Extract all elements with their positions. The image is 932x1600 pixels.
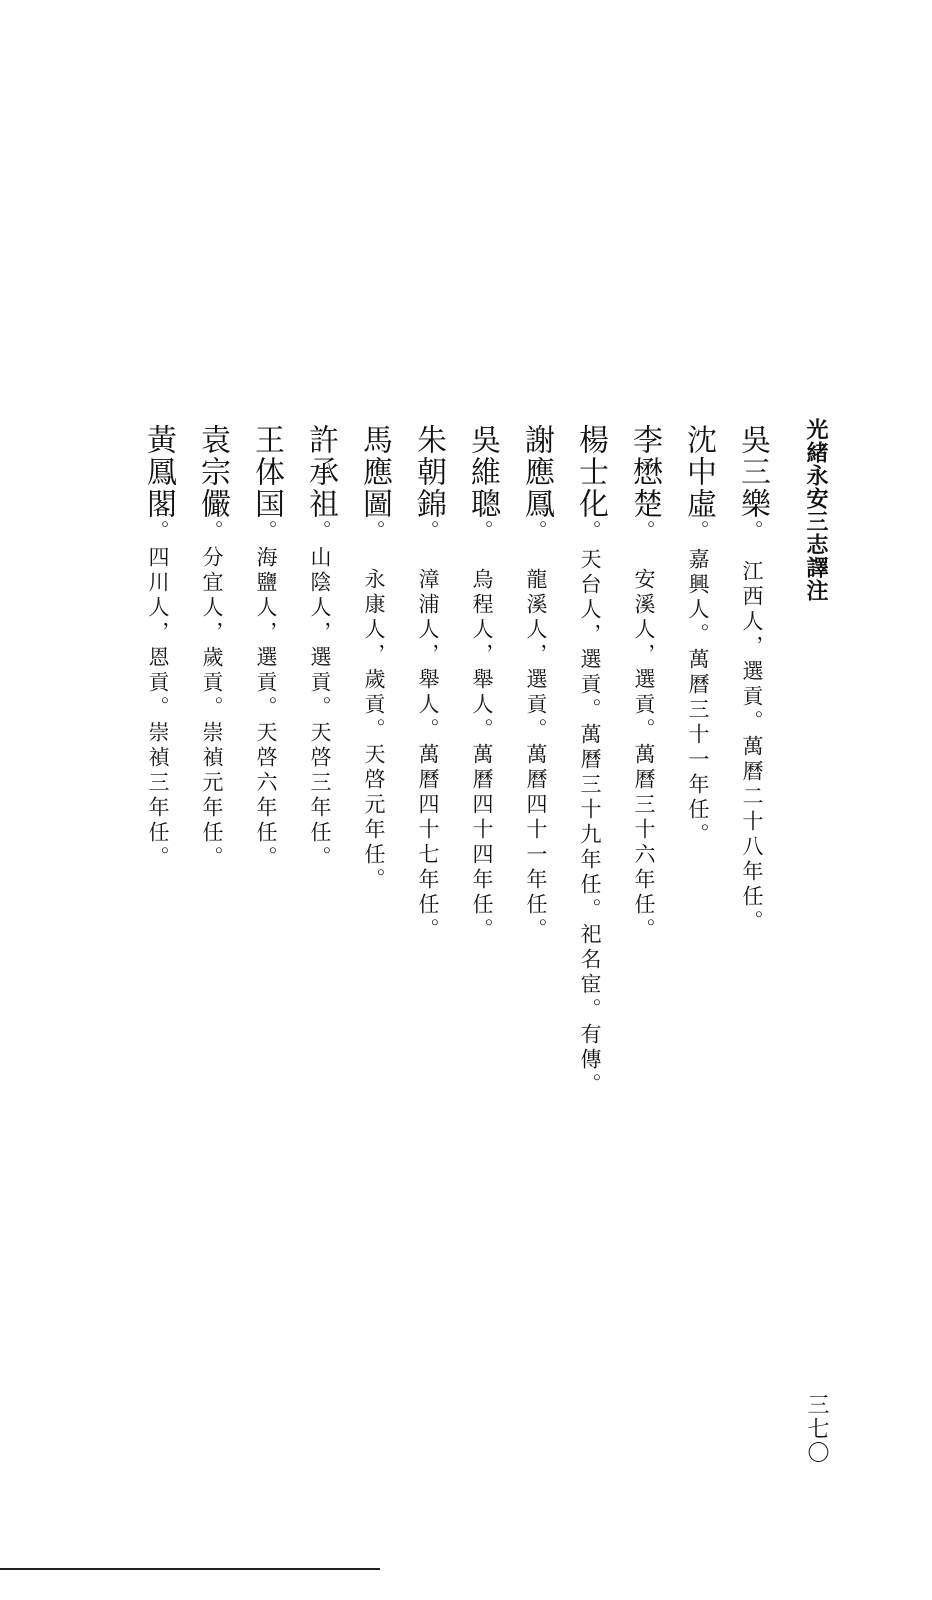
entry-details: 永康人，歲貢。天啓元年任。 xyxy=(362,568,386,893)
entry-details: 天台人，選貢。萬曆三十九年任。祀名宦。有傳。 xyxy=(578,548,602,1098)
entry-mark: 。 xyxy=(686,520,710,540)
entry-name: 吳三樂 xyxy=(735,424,770,520)
entry-details: 龍溪人，選貢。萬曆四十一年任。 xyxy=(524,568,548,943)
page-number: 三七〇 xyxy=(804,1393,829,1465)
entry-details: 安溪人，選貢。萬曆三十六年任。 xyxy=(632,568,656,943)
entry-mark: 。 xyxy=(200,520,224,540)
entry-4 xyxy=(573,424,608,1098)
entry-name: 楊士化 xyxy=(573,424,608,520)
entry-name: 朱朝錦 xyxy=(411,424,446,520)
bottom-edge-rule xyxy=(0,1568,380,1570)
entry-10 xyxy=(249,424,284,871)
entry-mark: 。 xyxy=(416,520,440,540)
entry-7 xyxy=(411,424,446,943)
entry-mark: 。 xyxy=(362,520,386,540)
entry-name: 李懋楚 xyxy=(627,424,662,520)
entry-1 xyxy=(735,424,770,935)
entry-11 xyxy=(195,424,230,871)
entry-12 xyxy=(141,424,176,871)
entry-mark: 。 xyxy=(146,520,170,540)
entry-5 xyxy=(519,424,554,943)
entry-name: 王体国 xyxy=(249,424,284,520)
entry-6 xyxy=(465,424,500,943)
entry-name: 馬應圖 xyxy=(357,424,392,520)
entry-mark: 。 xyxy=(308,520,332,540)
entry-9 xyxy=(303,424,338,871)
entry-mark: 。 xyxy=(632,520,656,540)
entry-details: 海鹽人，選貢。天啓六年任。 xyxy=(254,546,278,871)
entry-3 xyxy=(627,424,662,943)
entry-name: 黃鳳閣 xyxy=(141,424,176,520)
entry-mark: 。 xyxy=(254,520,278,540)
entry-details: 江西人，選貢。萬曆二十八年任。 xyxy=(740,560,764,935)
entry-name: 吳維聰 xyxy=(465,424,500,520)
entry-name: 沈中虛 xyxy=(681,424,716,520)
entry-mark: 。 xyxy=(524,520,548,540)
running-header: 光緒永安三志譯注 xyxy=(803,418,829,602)
entry-details: 分宜人，歲貢。崇禎元年任。 xyxy=(200,546,224,871)
entry-mark: 。 xyxy=(470,520,494,540)
entry-name: 袁宗儼 xyxy=(195,424,230,520)
entry-name: 許承祖 xyxy=(303,424,338,520)
entry-details: 嘉興人。萬曆三十一年任。 xyxy=(686,548,710,848)
entry-name: 謝應鳳 xyxy=(519,424,554,520)
entry-details: 漳浦人，舉人。萬曆四十七年任。 xyxy=(416,568,440,943)
entry-details: 四川人，恩貢。崇禎三年任。 xyxy=(146,546,170,871)
entry-mark: 。 xyxy=(740,520,764,540)
entry-details: 烏程人，舉人。萬曆四十四年任。 xyxy=(470,568,494,943)
entry-mark: 。 xyxy=(578,520,602,540)
entry-details: 山陰人，選貢。天啓三年任。 xyxy=(308,546,332,871)
entry-2 xyxy=(681,424,716,848)
entry-8 xyxy=(357,424,392,893)
